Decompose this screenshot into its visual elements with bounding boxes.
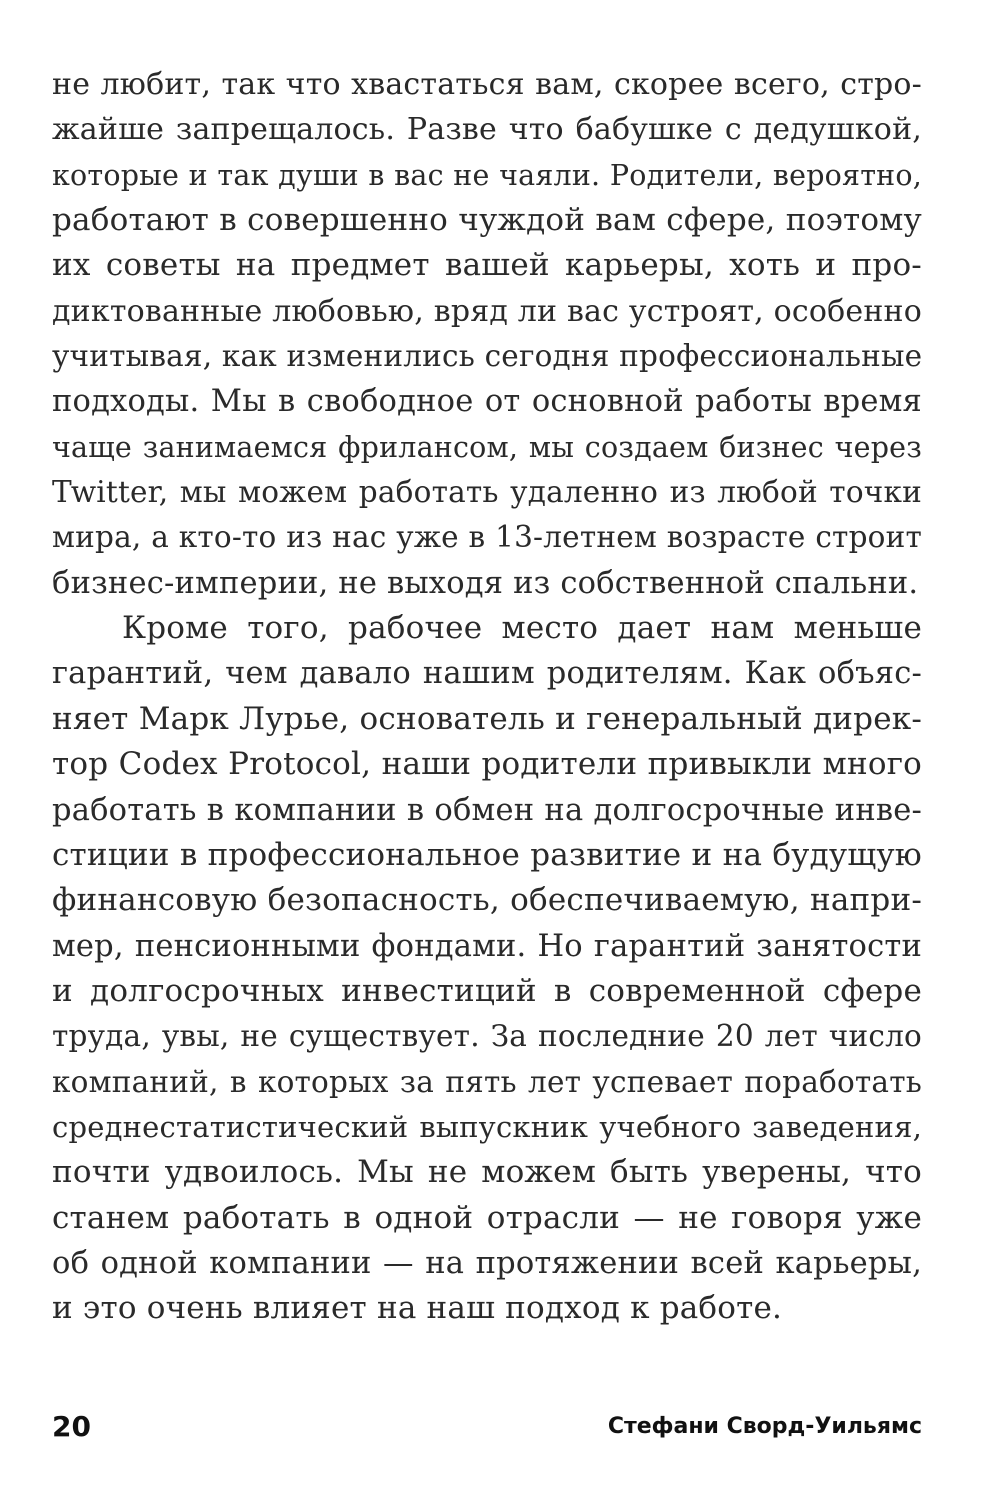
- text-line: диктованные любовью, вряд ли вас устроят, особенно: [52, 293, 922, 329]
- text-line: компаний, в которых за пять лет успевает поработать: [52, 1064, 922, 1099]
- text-line: тор Codex Protocol, наши родители привыкли много: [52, 746, 922, 783]
- paragraph-end-line: и это очень влияет на наш подход к работе.: [52, 1290, 783, 1327]
- text-line: финансовую безопасность, обеспечиваемую, напри-: [52, 882, 922, 919]
- running-head-author: Стефани Сворд-Уильямс: [607, 1414, 922, 1439]
- text-line: мира, а кто-то из нас уже в 13-летнем возрасте строит: [52, 520, 922, 555]
- text-line: среднестатистический выпускник учебного заведения,: [52, 1109, 922, 1144]
- text-line: учитывая, как изменились сегодня профессиональные: [52, 339, 923, 374]
- text-line: почти удвоилось. Мы не можем быть уверены, что: [52, 1154, 922, 1191]
- text-line: Twitter, мы можем работать удаленно из любой точки: [52, 475, 922, 510]
- page-number: 20: [52, 1410, 91, 1443]
- page-footer: [52, 1405, 922, 1449]
- text-line: работают в совершенно чуждой вам сфере, поэтому: [52, 202, 922, 239]
- paragraph-end-line: бизнес-империи, не выходя из собственной спальни.: [52, 565, 919, 601]
- paragraph-start-line: Кроме того, рабочее место дает нам меньше: [122, 610, 922, 647]
- text-line: об одной компании — на протяжении всей карьеры,: [52, 1245, 922, 1281]
- text-line: работать в компании в обмен на долгосрочные инве-: [52, 792, 922, 828]
- text-line: чаще занимаемся фрилансом, мы создаем бизнес через: [52, 430, 922, 464]
- text-line: стиции в профессиональное развитие и на будущую: [52, 836, 922, 873]
- body-text: [52, 62, 922, 1332]
- text-line: которые и так души в вас не чаяли. Родители, вероятно,: [52, 158, 922, 192]
- text-line: станем работать в одной отрасли — не говоря уже: [52, 1199, 922, 1236]
- text-line: и долгосрочных инвестиций в современной сфере: [52, 972, 922, 1009]
- text-line: их советы на предмет вашей карьеры, хоть и про-: [52, 247, 922, 284]
- text-line: не любит, так что хвастаться вам, скорее всего, стро-: [52, 67, 922, 102]
- text-line: труда, увы, не существует. За последние 20 лет число: [52, 1019, 922, 1054]
- text-line: няет Марк Лурье, основатель и генеральный дирек-: [52, 700, 922, 737]
- text-line: жайше запрещалось. Разве что бабушке с дедушкой,: [52, 112, 922, 148]
- text-line: подходы. Мы в свободное от основной работы время: [52, 384, 922, 420]
- text-line: мер, пенсионными фондами. Но гарантий занятости: [52, 928, 922, 964]
- text-line: гарантий, чем давало нашим родителям. Как объяс-: [52, 656, 922, 692]
